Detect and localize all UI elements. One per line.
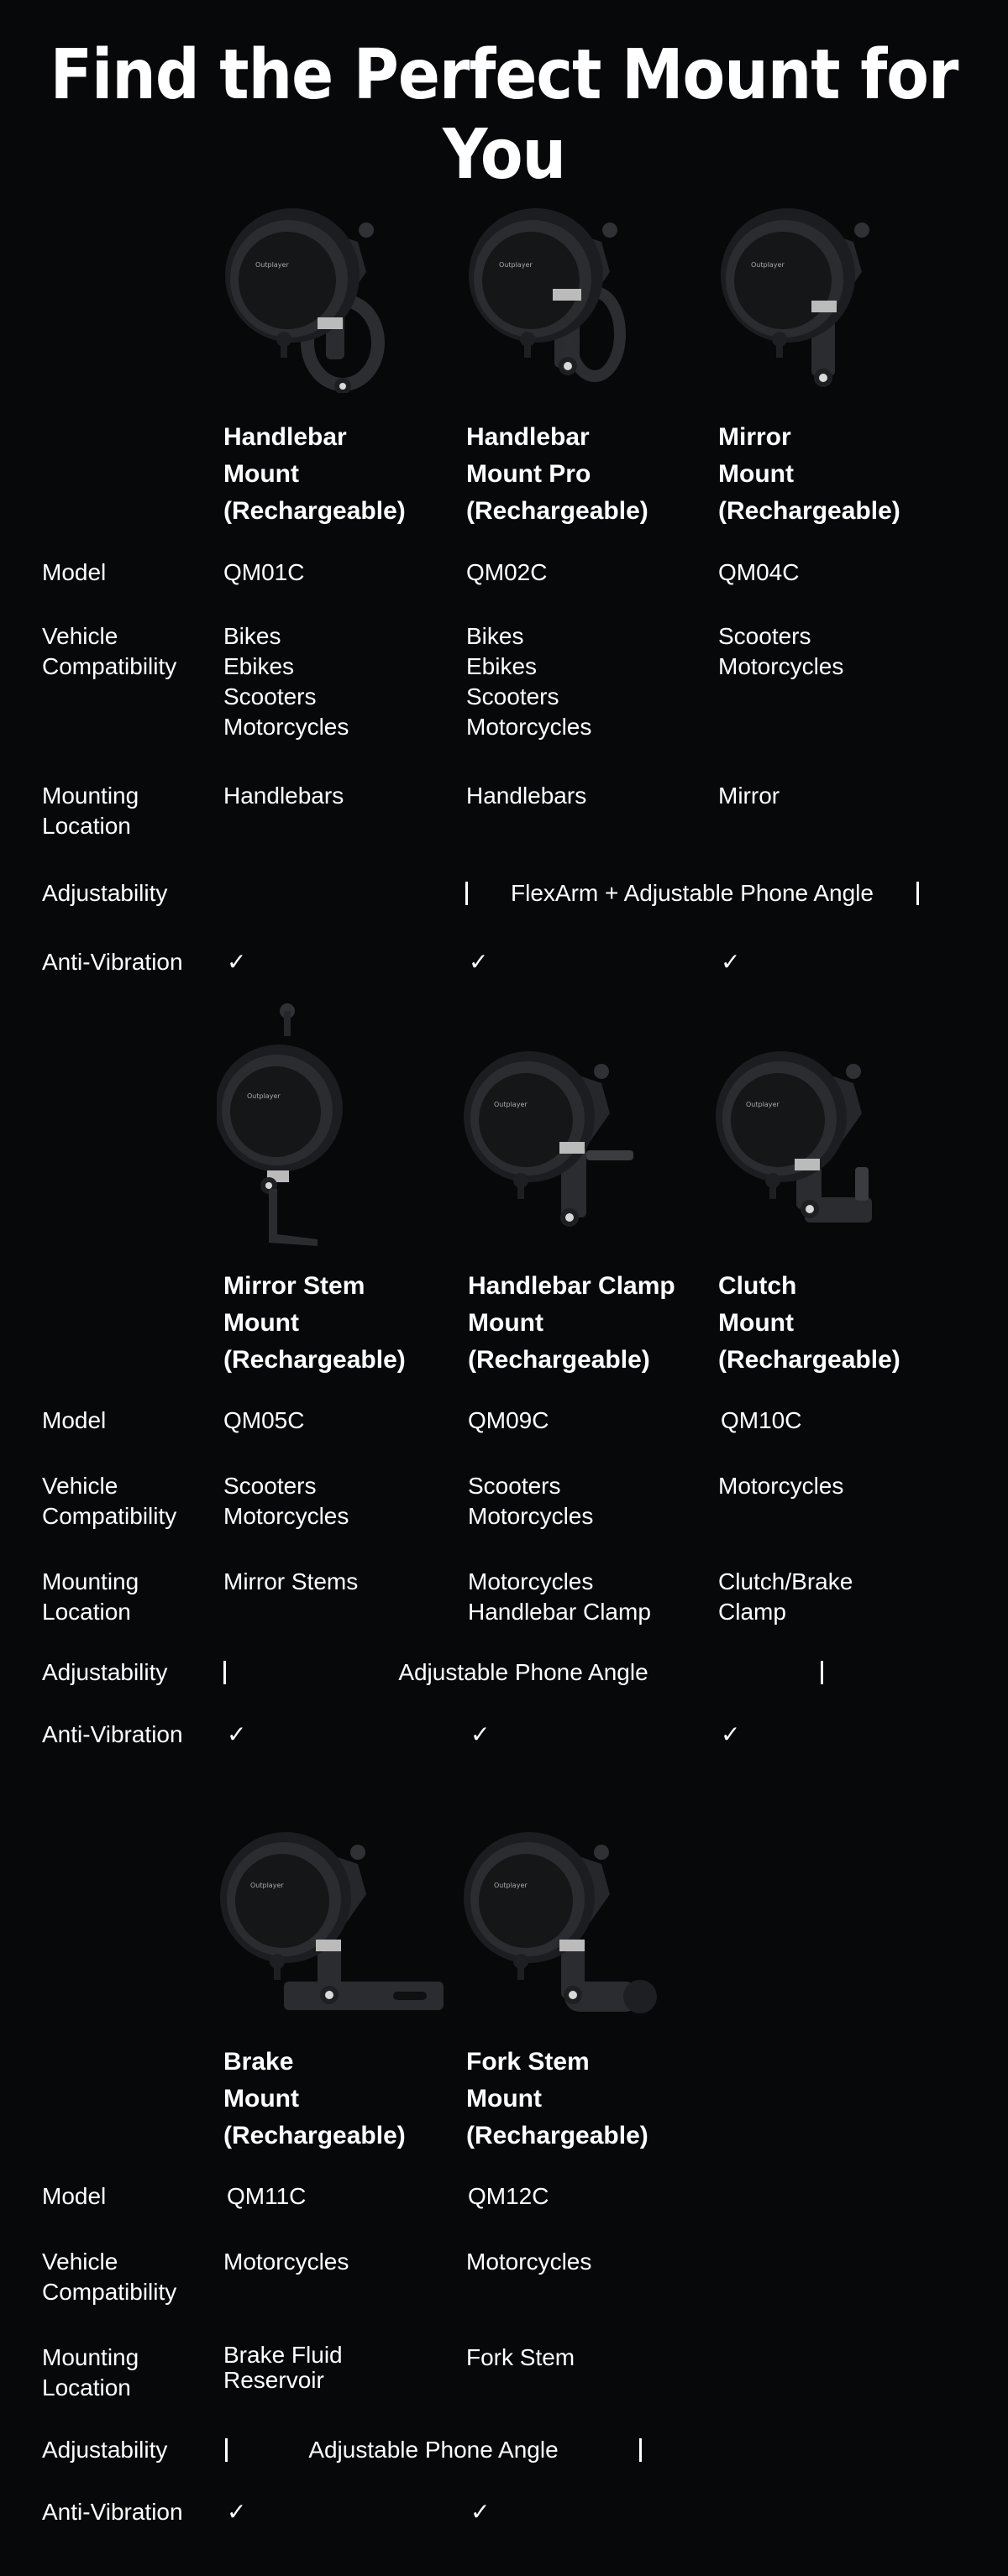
svg-text:Outplayer: Outplayer (247, 1092, 281, 1100)
model-value: QM12C (468, 2183, 549, 2209)
product-name: Fork Stem Mount (Rechargeable) (466, 2048, 648, 2149)
adjustability-range (223, 1657, 823, 1688)
vehicle-value: Scooters Motorcycles (718, 623, 844, 679)
vehicle-value: Scooters Motorcycles (468, 1473, 594, 1529)
row-label-model: Model (42, 559, 107, 585)
mirror-stem-mount-image (217, 999, 385, 1192)
mounting-value: Handlebars (466, 783, 587, 809)
mounting-value: Clutch/Brake Clamp (718, 1568, 853, 1625)
product-name: Mirror Stem Mount (Rechargeable) (223, 1272, 406, 1374)
row-label-model: Model (42, 1407, 107, 1433)
model-value: QM02C (466, 559, 548, 585)
model-value: QM11C (227, 2183, 307, 2209)
check-icon: ✓ (227, 1721, 247, 1747)
check-icon: ✓ (227, 949, 247, 975)
clutch-mount-image (712, 1033, 880, 1226)
model-value: QM04C (718, 559, 800, 585)
svg-text:Outplayer: Outplayer (746, 1101, 780, 1108)
adjustability-value: FlexArm + Adjustable Phone Angle (511, 880, 874, 906)
row-label-mounting: Mounting Location (42, 1568, 139, 1625)
mounting-value: Mirror Stems (223, 1568, 359, 1594)
product-name: Clutch Mount (Rechargeable) (718, 1272, 900, 1374)
brake-mount-image (217, 1814, 385, 2007)
vehicle-value: Motorcycles (223, 2249, 349, 2275)
mirror-mount-image (712, 191, 880, 385)
vehicle-value: Scooters Motorcycles (223, 1473, 349, 1529)
row-label-mounting: Mounting Location (42, 783, 139, 839)
model-value: QM05C (223, 1407, 305, 1433)
mounting-value: Handlebars (223, 783, 344, 809)
vehicle-value: Bikes Ebikes Scooters Motorcycles (223, 623, 349, 740)
svg-text:Outplayer: Outplayer (499, 261, 533, 269)
svg-text:Outplayer: Outplayer (494, 1101, 528, 1108)
adjustability-range (225, 2435, 642, 2465)
row-label-adjustability: Adjustability (42, 880, 168, 906)
check-icon: ✓ (469, 949, 489, 975)
check-icon: ✓ (227, 2499, 247, 2525)
model-value: QM09C (468, 1407, 549, 1433)
model-value: QM01C (223, 559, 305, 585)
range-end-bar (639, 2438, 642, 2462)
mounting-value: Motorcycles Handlebar Clamp (468, 1568, 651, 1625)
mounting-value: Mirror (718, 783, 780, 809)
vehicle-value: Bikes Ebikes Scooters Motorcycles (466, 623, 592, 740)
svg-text:Outplayer: Outplayer (255, 261, 289, 269)
range-start-bar (223, 1661, 226, 1684)
product-name: Handlebar Clamp Mount (Rechargeable) (468, 1272, 675, 1374)
handlebar-mount-pro-image (460, 191, 628, 385)
fork-stem-mount-image (460, 1814, 628, 2007)
check-icon: ✓ (470, 1721, 491, 1747)
row-label-vehicle: Vehicle Compatibility (42, 2249, 177, 2305)
svg-text:Outplayer: Outplayer (494, 1882, 528, 1889)
check-icon: ✓ (470, 2499, 491, 2525)
range-end-bar (821, 1661, 823, 1684)
page-title: Find the Perfect Mount for You (50, 35, 958, 195)
row-label-anti-vibration: Anti-Vibration (42, 2499, 183, 2525)
check-icon: ✓ (721, 1721, 741, 1747)
row-label-model: Model (42, 2183, 107, 2209)
model-value: QM10C (721, 1407, 802, 1433)
svg-text:Outplayer: Outplayer (250, 1882, 284, 1889)
row-label-mounting: Mounting Location (42, 2344, 139, 2401)
mounting-value: Fork Stem (466, 2344, 575, 2370)
product-name: Handlebar Mount (Rechargeable) (223, 423, 406, 525)
row-label-anti-vibration: Anti-Vibration (42, 949, 183, 975)
range-start-bar (225, 2438, 228, 2462)
check-icon: ✓ (721, 949, 741, 975)
range-start-bar (465, 882, 468, 905)
row-label-adjustability: Adjustability (42, 2437, 168, 2463)
product-name: Brake Mount (Rechargeable) (223, 2048, 406, 2149)
adjustability-value: Adjustable Phone Angle (308, 2437, 559, 2463)
row-label-vehicle: Vehicle Compatibility (42, 1473, 177, 1529)
adjustability-value: Adjustable Phone Angle (398, 1659, 648, 1685)
vehicle-value: Motorcycles (718, 1473, 844, 1499)
svg-text:Outplayer: Outplayer (751, 261, 785, 269)
row-label-vehicle: Vehicle Compatibility (42, 623, 177, 679)
adjustability-range (465, 878, 919, 908)
product-name: Mirror Mount (Rechargeable) (718, 423, 900, 525)
vehicle-value: Motorcycles (466, 2249, 592, 2275)
handlebar-mount-image (217, 191, 385, 385)
handlebar-clamp-mount-image (460, 1033, 628, 1226)
row-label-anti-vibration: Anti-Vibration (42, 1721, 183, 1747)
range-end-bar (916, 882, 919, 905)
product-name: Handlebar Mount Pro (Rechargeable) (466, 423, 648, 525)
mounting-value: Brake Fluid Reservoir (223, 2342, 343, 2393)
row-label-adjustability: Adjustability (42, 1659, 168, 1685)
